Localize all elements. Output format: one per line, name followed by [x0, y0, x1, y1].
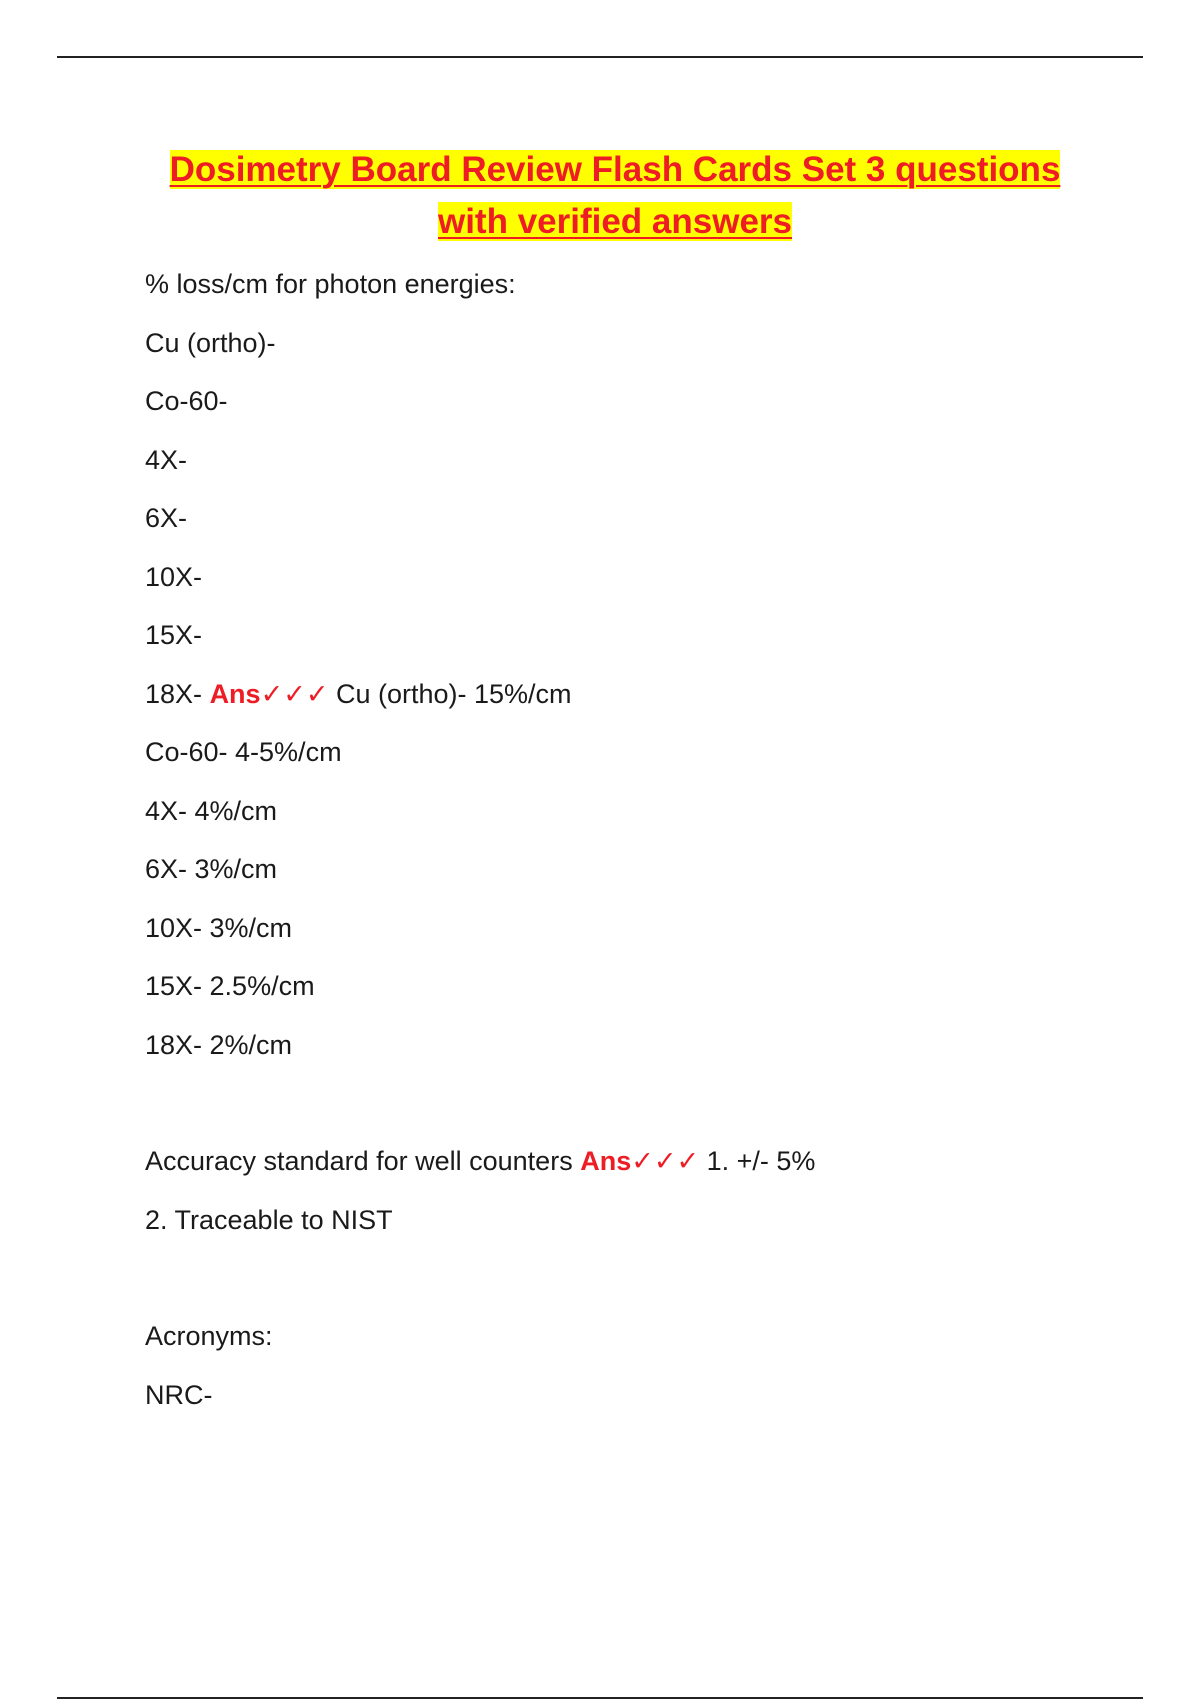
- question-answer-line: [145, 1145, 1095, 1177]
- question-line: 10X-: [145, 561, 203, 592]
- checkmark-icon: ✓✓✓: [631, 1146, 700, 1176]
- question-line: Acronyms:: [145, 1321, 273, 1351]
- question-line: % loss/cm for photon energies:: [145, 269, 516, 299]
- answer-text: 1. +/- 5%: [706, 1146, 816, 1176]
- answer-line: 4X- 4%/cm: [145, 795, 278, 826]
- answer-line: Co-60- 4-5%/cm: [145, 737, 342, 767]
- document-title: [120, 144, 1110, 248]
- card-well-counters: [145, 1145, 1095, 1236]
- answer-label: Ans: [580, 1146, 632, 1176]
- question-answer-line: [145, 678, 1095, 710]
- title-line-2: with verified answers: [437, 202, 793, 241]
- question-text: Accuracy standard for well counters: [145, 1146, 573, 1176]
- answer-line: 6X- 3%/cm: [145, 854, 278, 884]
- question-line: 15X-: [145, 620, 203, 650]
- card-spacer: [145, 1262, 1095, 1320]
- flashcard-content: [145, 268, 1095, 1437]
- header-rule: [57, 56, 1143, 58]
- question-text: 18X-: [145, 678, 203, 709]
- card-spacer: [145, 1087, 1095, 1145]
- title-line-1: Dosimetry Board Review Flash Cards Set 3 questions: [169, 150, 1061, 189]
- card-acronyms: [145, 1320, 1095, 1411]
- answer-label: Ans: [209, 678, 261, 709]
- question-line: 6X-: [145, 503, 188, 533]
- question-line: Co-60-: [145, 386, 228, 416]
- footer-rule: [57, 1697, 1143, 1699]
- question-line: NRC-: [145, 1379, 213, 1410]
- checkmark-icon: ✓✓✓: [260, 678, 329, 709]
- answer-line: 2. Traceable to NIST: [145, 1204, 393, 1235]
- answer-text: Cu (ortho)- 15%/cm: [335, 678, 572, 709]
- question-line: Cu (ortho)-: [145, 327, 276, 358]
- question-line: 4X-: [145, 444, 188, 475]
- card-photon-loss: [145, 268, 1095, 1061]
- answer-line: 15X- 2.5%/cm: [145, 971, 315, 1001]
- answer-line: 18X- 2%/cm: [145, 1029, 293, 1060]
- answer-line: 10X- 3%/cm: [145, 912, 293, 943]
